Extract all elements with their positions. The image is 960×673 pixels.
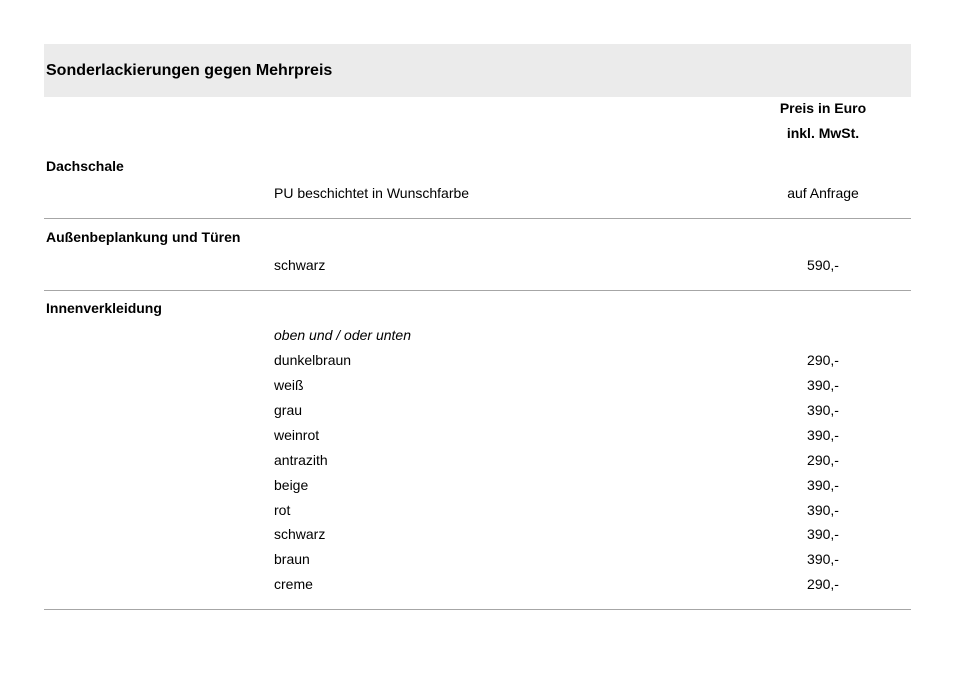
item-label: grau xyxy=(274,402,303,418)
section-label-aussenbeplankung: Außenbeplankung und Türen xyxy=(46,229,241,245)
item-label: schwarz xyxy=(274,526,326,542)
item-price: 290,- xyxy=(807,352,839,368)
item-label: beige xyxy=(274,477,309,493)
section-divider xyxy=(44,290,911,291)
section-label-dachschale: Dachschale xyxy=(46,158,124,174)
item-price: 290,- xyxy=(807,576,839,592)
item-label: dunkelbraun xyxy=(274,352,352,368)
item-label: braun xyxy=(274,551,310,567)
item-label: creme xyxy=(274,576,313,592)
item-price: 290,- xyxy=(807,452,839,468)
item-label: antrazith xyxy=(274,452,328,468)
item-price: 390,- xyxy=(807,427,839,443)
item-price: 390,- xyxy=(807,502,839,518)
item-price: 390,- xyxy=(807,377,839,393)
item-price: auf Anfrage xyxy=(787,185,859,201)
price-header-line1: Preis in Euro xyxy=(779,100,867,116)
item-label: weiß xyxy=(274,377,304,393)
item-price: 390,- xyxy=(807,551,839,567)
item-label: weinrot xyxy=(274,427,320,443)
section-divider xyxy=(44,218,911,219)
item-price: 390,- xyxy=(807,526,839,542)
item-price: 590,- xyxy=(807,257,839,273)
section-divider xyxy=(44,609,911,610)
item-label: schwarz xyxy=(274,257,326,273)
item-price: 390,- xyxy=(807,477,839,493)
item-price: 390,- xyxy=(807,402,839,418)
item-label: rot xyxy=(274,502,291,518)
section-label-innenverkleidung: Innenverkleidung xyxy=(46,300,162,316)
price-header-line2: inkl. MwSt. xyxy=(786,125,860,141)
section-note: oben und / oder unten xyxy=(274,327,412,343)
item-label: PU beschichtet in Wunschfarbe xyxy=(274,185,470,201)
page-title: Sonderlackierungen gegen Mehrpreis xyxy=(46,62,333,79)
